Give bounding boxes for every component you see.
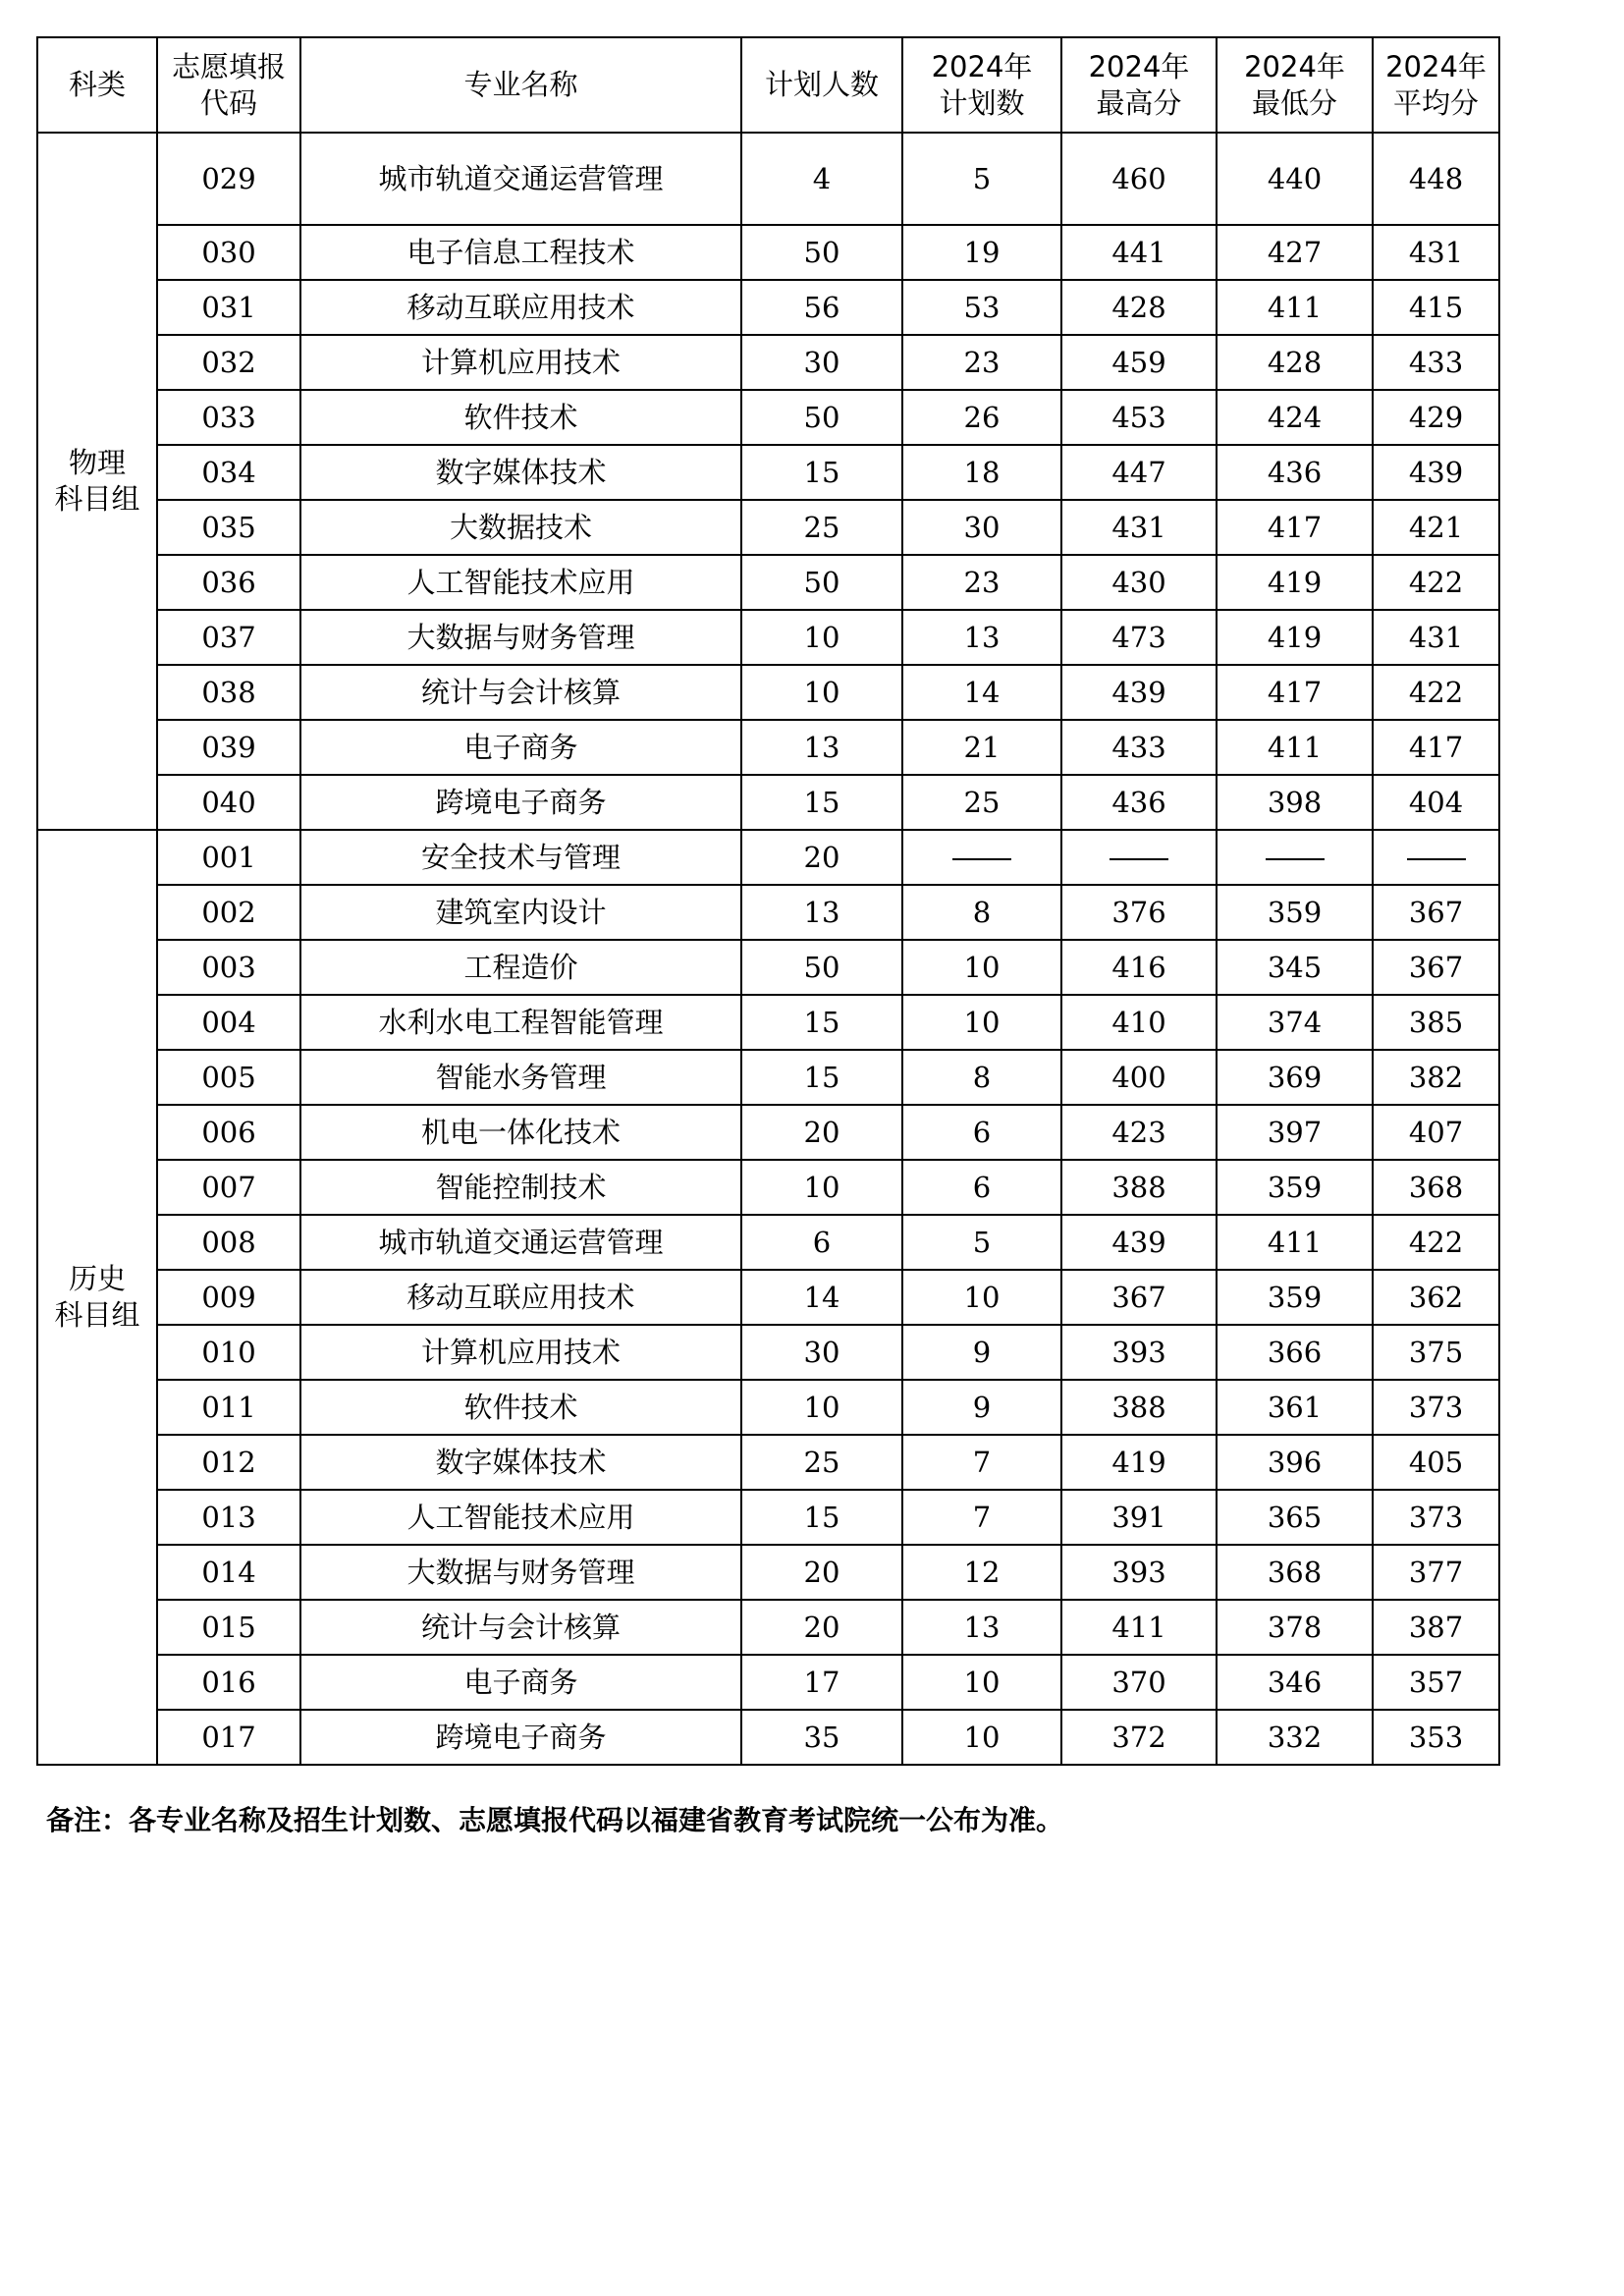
code-cell: 006 [157, 1105, 300, 1160]
no-data-dash [1110, 858, 1168, 860]
plan-cell: 10 [741, 1160, 902, 1215]
max-score-cell: 370 [1061, 1655, 1217, 1710]
avg-score-cell: 373 [1373, 1490, 1499, 1545]
plan-2024-cell: 21 [902, 720, 1061, 775]
avg-score-cell: 415 [1373, 280, 1499, 335]
table-row [37, 1270, 1499, 1325]
table-row [37, 445, 1499, 500]
avg-score-cell: 353 [1373, 1710, 1499, 1765]
table-row [37, 225, 1499, 280]
plan-2024-cell: 19 [902, 225, 1061, 280]
major-cell: 建筑室内设计 [300, 885, 741, 940]
plan-2024-cell: 5 [902, 133, 1061, 225]
plan-2024-cell: 18 [902, 445, 1061, 500]
major-cell: 大数据与财务管理 [300, 610, 741, 665]
group-label: 历史 科目组 [37, 830, 157, 1765]
max-score-cell: 430 [1061, 555, 1217, 610]
header-plan: 计划人数 [741, 37, 902, 133]
min-score-cell: 419 [1217, 610, 1373, 665]
max-score-cell: 473 [1061, 610, 1217, 665]
code-cell: 005 [157, 1050, 300, 1105]
table-row [37, 280, 1499, 335]
major-cell: 统计与会计核算 [300, 1600, 741, 1655]
code-cell: 032 [157, 335, 300, 390]
plan-2024-cell: 10 [902, 1270, 1061, 1325]
max-score-cell: 436 [1061, 775, 1217, 830]
plan-2024-cell: 30 [902, 500, 1061, 555]
avg-score-cell: 417 [1373, 720, 1499, 775]
table-row [37, 995, 1499, 1050]
no-data-dash [1266, 858, 1325, 860]
plan-2024-cell: 14 [902, 665, 1061, 720]
table-row [37, 940, 1499, 995]
major-cell: 智能控制技术 [300, 1160, 741, 1215]
plan-2024-cell: 10 [902, 940, 1061, 995]
table-row [37, 665, 1499, 720]
max-score-cell: 453 [1061, 390, 1217, 445]
major-cell: 工程造价 [300, 940, 741, 995]
plan-2024-cell: 53 [902, 280, 1061, 335]
table-row [37, 1160, 1499, 1215]
major-cell: 电子商务 [300, 1655, 741, 1710]
min-score-cell [1217, 830, 1373, 885]
table-row [37, 555, 1499, 610]
plan-cell: 20 [741, 1545, 902, 1600]
major-cell: 软件技术 [300, 390, 741, 445]
table-row [37, 1655, 1499, 1710]
table-row [37, 830, 1499, 885]
admission-table [36, 36, 1500, 1766]
max-score-cell: 388 [1061, 1380, 1217, 1435]
max-score-cell: 416 [1061, 940, 1217, 995]
major-cell: 大数据技术 [300, 500, 741, 555]
major-cell: 人工智能技术应用 [300, 1490, 741, 1545]
max-score-cell: 388 [1061, 1160, 1217, 1215]
header-category: 科类 [37, 37, 157, 133]
header-code: 志愿填报 代码 [157, 37, 300, 133]
plan-2024-cell: 5 [902, 1215, 1061, 1270]
footnote: 备注：各专业名称及招生计划数、志愿填报代码以福建省教育考试院统一公布为准。 [46, 1804, 1064, 1836]
table-row [37, 133, 1499, 225]
max-score-cell: 460 [1061, 133, 1217, 225]
code-cell: 017 [157, 1710, 300, 1765]
avg-score-cell: 405 [1373, 1435, 1499, 1490]
code-cell: 015 [157, 1600, 300, 1655]
code-cell: 013 [157, 1490, 300, 1545]
code-cell: 014 [157, 1545, 300, 1600]
avg-score-cell [1373, 830, 1499, 885]
code-cell: 012 [157, 1435, 300, 1490]
min-score-cell: 396 [1217, 1435, 1373, 1490]
plan-cell: 10 [741, 665, 902, 720]
min-score-cell: 411 [1217, 280, 1373, 335]
max-score-cell: 447 [1061, 445, 1217, 500]
table-row [37, 390, 1499, 445]
major-cell: 大数据与财务管理 [300, 1545, 741, 1600]
code-cell: 011 [157, 1380, 300, 1435]
plan-cell: 35 [741, 1710, 902, 1765]
code-cell: 034 [157, 445, 300, 500]
avg-score-cell: 375 [1373, 1325, 1499, 1380]
code-cell: 003 [157, 940, 300, 995]
major-cell: 城市轨道交通运营管理 [300, 1215, 741, 1270]
avg-score-cell: 367 [1373, 885, 1499, 940]
code-cell: 037 [157, 610, 300, 665]
max-score-cell: 411 [1061, 1600, 1217, 1655]
code-cell: 016 [157, 1655, 300, 1710]
code-cell: 001 [157, 830, 300, 885]
avg-score-cell: 407 [1373, 1105, 1499, 1160]
major-cell: 数字媒体技术 [300, 1435, 741, 1490]
min-score-cell: 417 [1217, 500, 1373, 555]
min-score-cell: 397 [1217, 1105, 1373, 1160]
major-cell: 城市轨道交通运营管理 [300, 133, 741, 225]
max-score-cell: 372 [1061, 1710, 1217, 1765]
plan-2024-cell: 8 [902, 1050, 1061, 1105]
code-cell: 036 [157, 555, 300, 610]
avg-score-cell: 377 [1373, 1545, 1499, 1600]
min-score-cell: 411 [1217, 720, 1373, 775]
avg-score-cell: 362 [1373, 1270, 1499, 1325]
table-row [37, 1545, 1499, 1600]
major-cell: 水利水电工程智能管理 [300, 995, 741, 1050]
plan-2024-cell: 13 [902, 1600, 1061, 1655]
plan-2024-cell: 6 [902, 1105, 1061, 1160]
table-row [37, 1105, 1499, 1160]
plan-cell: 15 [741, 775, 902, 830]
table-row [37, 1215, 1499, 1270]
min-score-cell: 440 [1217, 133, 1373, 225]
avg-score-cell: 431 [1373, 225, 1499, 280]
max-score-cell: 376 [1061, 885, 1217, 940]
plan-cell: 25 [741, 1435, 902, 1490]
min-score-cell: 361 [1217, 1380, 1373, 1435]
max-score-cell: 433 [1061, 720, 1217, 775]
table-row [37, 335, 1499, 390]
avg-score-cell: 422 [1373, 665, 1499, 720]
plan-cell: 10 [741, 610, 902, 665]
max-score-cell: 441 [1061, 225, 1217, 280]
table-row [37, 720, 1499, 775]
plan-2024-cell: 7 [902, 1435, 1061, 1490]
code-cell: 039 [157, 720, 300, 775]
min-score-cell: 424 [1217, 390, 1373, 445]
code-cell: 033 [157, 390, 300, 445]
plan-cell: 30 [741, 335, 902, 390]
max-score-cell [1061, 830, 1217, 885]
table-row [37, 500, 1499, 555]
plan-cell: 50 [741, 940, 902, 995]
min-score-cell: 366 [1217, 1325, 1373, 1380]
min-score-cell: 398 [1217, 775, 1373, 830]
min-score-cell: 345 [1217, 940, 1373, 995]
major-cell: 智能水务管理 [300, 1050, 741, 1105]
max-score-cell: 439 [1061, 1215, 1217, 1270]
avg-score-cell: 439 [1373, 445, 1499, 500]
code-cell: 035 [157, 500, 300, 555]
code-cell: 010 [157, 1325, 300, 1380]
code-cell: 004 [157, 995, 300, 1050]
group-label: 物理 科目组 [37, 133, 157, 830]
plan-cell: 30 [741, 1325, 902, 1380]
table-row [37, 1050, 1499, 1105]
min-score-cell: 346 [1217, 1655, 1373, 1710]
max-score-cell: 423 [1061, 1105, 1217, 1160]
avg-score-cell: 431 [1373, 610, 1499, 665]
plan-2024-cell: 13 [902, 610, 1061, 665]
header-min-2024: 2024年 最低分 [1217, 37, 1373, 133]
min-score-cell: 411 [1217, 1215, 1373, 1270]
major-cell: 跨境电子商务 [300, 1710, 741, 1765]
major-cell: 电子信息工程技术 [300, 225, 741, 280]
plan-cell: 50 [741, 555, 902, 610]
header-plan-2024: 2024年 计划数 [902, 37, 1061, 133]
plan-2024-cell: 7 [902, 1490, 1061, 1545]
min-score-cell: 332 [1217, 1710, 1373, 1765]
plan-cell: 25 [741, 500, 902, 555]
no-data-dash [952, 858, 1011, 860]
min-score-cell: 428 [1217, 335, 1373, 390]
code-cell: 038 [157, 665, 300, 720]
code-cell: 040 [157, 775, 300, 830]
plan-2024-cell: 10 [902, 1655, 1061, 1710]
table-row [37, 1490, 1499, 1545]
major-cell: 移动互联应用技术 [300, 280, 741, 335]
avg-score-cell: 368 [1373, 1160, 1499, 1215]
min-score-cell: 427 [1217, 225, 1373, 280]
code-cell: 009 [157, 1270, 300, 1325]
plan-cell: 50 [741, 225, 902, 280]
max-score-cell: 459 [1061, 335, 1217, 390]
plan-cell: 13 [741, 885, 902, 940]
code-cell: 007 [157, 1160, 300, 1215]
avg-score-cell: 387 [1373, 1600, 1499, 1655]
min-score-cell: 359 [1217, 1270, 1373, 1325]
max-score-cell: 431 [1061, 500, 1217, 555]
header-row [37, 37, 1499, 133]
major-cell: 统计与会计核算 [300, 665, 741, 720]
min-score-cell: 359 [1217, 1160, 1373, 1215]
table-row [37, 1600, 1499, 1655]
min-score-cell: 369 [1217, 1050, 1373, 1105]
table-row [37, 1325, 1499, 1380]
avg-score-cell: 429 [1373, 390, 1499, 445]
table-row [37, 1435, 1499, 1490]
plan-2024-cell: 12 [902, 1545, 1061, 1600]
min-score-cell: 378 [1217, 1600, 1373, 1655]
code-cell: 029 [157, 133, 300, 225]
plan-2024-cell: 9 [902, 1325, 1061, 1380]
plan-cell: 6 [741, 1215, 902, 1270]
table-row [37, 1710, 1499, 1765]
major-cell: 人工智能技术应用 [300, 555, 741, 610]
plan-cell: 15 [741, 1050, 902, 1105]
max-score-cell: 439 [1061, 665, 1217, 720]
min-score-cell: 419 [1217, 555, 1373, 610]
plan-2024-cell: 10 [902, 1710, 1061, 1765]
plan-cell: 15 [741, 1490, 902, 1545]
plan-cell: 15 [741, 995, 902, 1050]
major-cell: 移动互联应用技术 [300, 1270, 741, 1325]
plan-2024-cell: 23 [902, 335, 1061, 390]
max-score-cell: 393 [1061, 1545, 1217, 1600]
avg-score-cell: 448 [1373, 133, 1499, 225]
no-data-dash [1407, 858, 1466, 860]
plan-2024-cell: 10 [902, 995, 1061, 1050]
plan-cell: 13 [741, 720, 902, 775]
plan-cell: 14 [741, 1270, 902, 1325]
max-score-cell: 428 [1061, 280, 1217, 335]
avg-score-cell: 433 [1373, 335, 1499, 390]
plan-2024-cell: 9 [902, 1380, 1061, 1435]
plan-2024-cell: 23 [902, 555, 1061, 610]
header-max-2024: 2024年 最高分 [1061, 37, 1217, 133]
plan-cell: 17 [741, 1655, 902, 1710]
table-row [37, 885, 1499, 940]
min-score-cell: 417 [1217, 665, 1373, 720]
max-score-cell: 410 [1061, 995, 1217, 1050]
major-cell: 电子商务 [300, 720, 741, 775]
major-cell: 跨境电子商务 [300, 775, 741, 830]
plan-cell: 15 [741, 445, 902, 500]
plan-2024-cell: 6 [902, 1160, 1061, 1215]
plan-cell: 20 [741, 1600, 902, 1655]
plan-cell: 10 [741, 1380, 902, 1435]
avg-score-cell: 382 [1373, 1050, 1499, 1105]
plan-cell: 20 [741, 1105, 902, 1160]
code-cell: 002 [157, 885, 300, 940]
min-score-cell: 374 [1217, 995, 1373, 1050]
code-cell: 030 [157, 225, 300, 280]
plan-cell: 20 [741, 830, 902, 885]
plan-2024-cell [902, 830, 1061, 885]
avg-score-cell: 367 [1373, 940, 1499, 995]
avg-score-cell: 421 [1373, 500, 1499, 555]
table-body [37, 133, 1499, 1765]
plan-2024-cell: 26 [902, 390, 1061, 445]
min-score-cell: 359 [1217, 885, 1373, 940]
major-cell: 安全技术与管理 [300, 830, 741, 885]
plan-2024-cell: 25 [902, 775, 1061, 830]
avg-score-cell: 373 [1373, 1380, 1499, 1435]
max-score-cell: 419 [1061, 1435, 1217, 1490]
max-score-cell: 393 [1061, 1325, 1217, 1380]
header-major: 专业名称 [300, 37, 741, 133]
major-cell: 计算机应用技术 [300, 335, 741, 390]
max-score-cell: 391 [1061, 1490, 1217, 1545]
avg-score-cell: 385 [1373, 995, 1499, 1050]
plan-cell: 50 [741, 390, 902, 445]
plan-cell: 4 [741, 133, 902, 225]
major-cell: 计算机应用技术 [300, 1325, 741, 1380]
header-avg-2024: 2024年 平均分 [1373, 37, 1499, 133]
plan-cell: 56 [741, 280, 902, 335]
min-score-cell: 365 [1217, 1490, 1373, 1545]
avg-score-cell: 357 [1373, 1655, 1499, 1710]
min-score-cell: 436 [1217, 445, 1373, 500]
table-row [37, 775, 1499, 830]
plan-2024-cell: 8 [902, 885, 1061, 940]
max-score-cell: 367 [1061, 1270, 1217, 1325]
avg-score-cell: 404 [1373, 775, 1499, 830]
table-row [37, 1380, 1499, 1435]
max-score-cell: 400 [1061, 1050, 1217, 1105]
major-cell: 数字媒体技术 [300, 445, 741, 500]
avg-score-cell: 422 [1373, 555, 1499, 610]
major-cell: 软件技术 [300, 1380, 741, 1435]
major-cell: 机电一体化技术 [300, 1105, 741, 1160]
avg-score-cell: 422 [1373, 1215, 1499, 1270]
code-cell: 008 [157, 1215, 300, 1270]
min-score-cell: 368 [1217, 1545, 1373, 1600]
code-cell: 031 [157, 280, 300, 335]
table-row [37, 610, 1499, 665]
